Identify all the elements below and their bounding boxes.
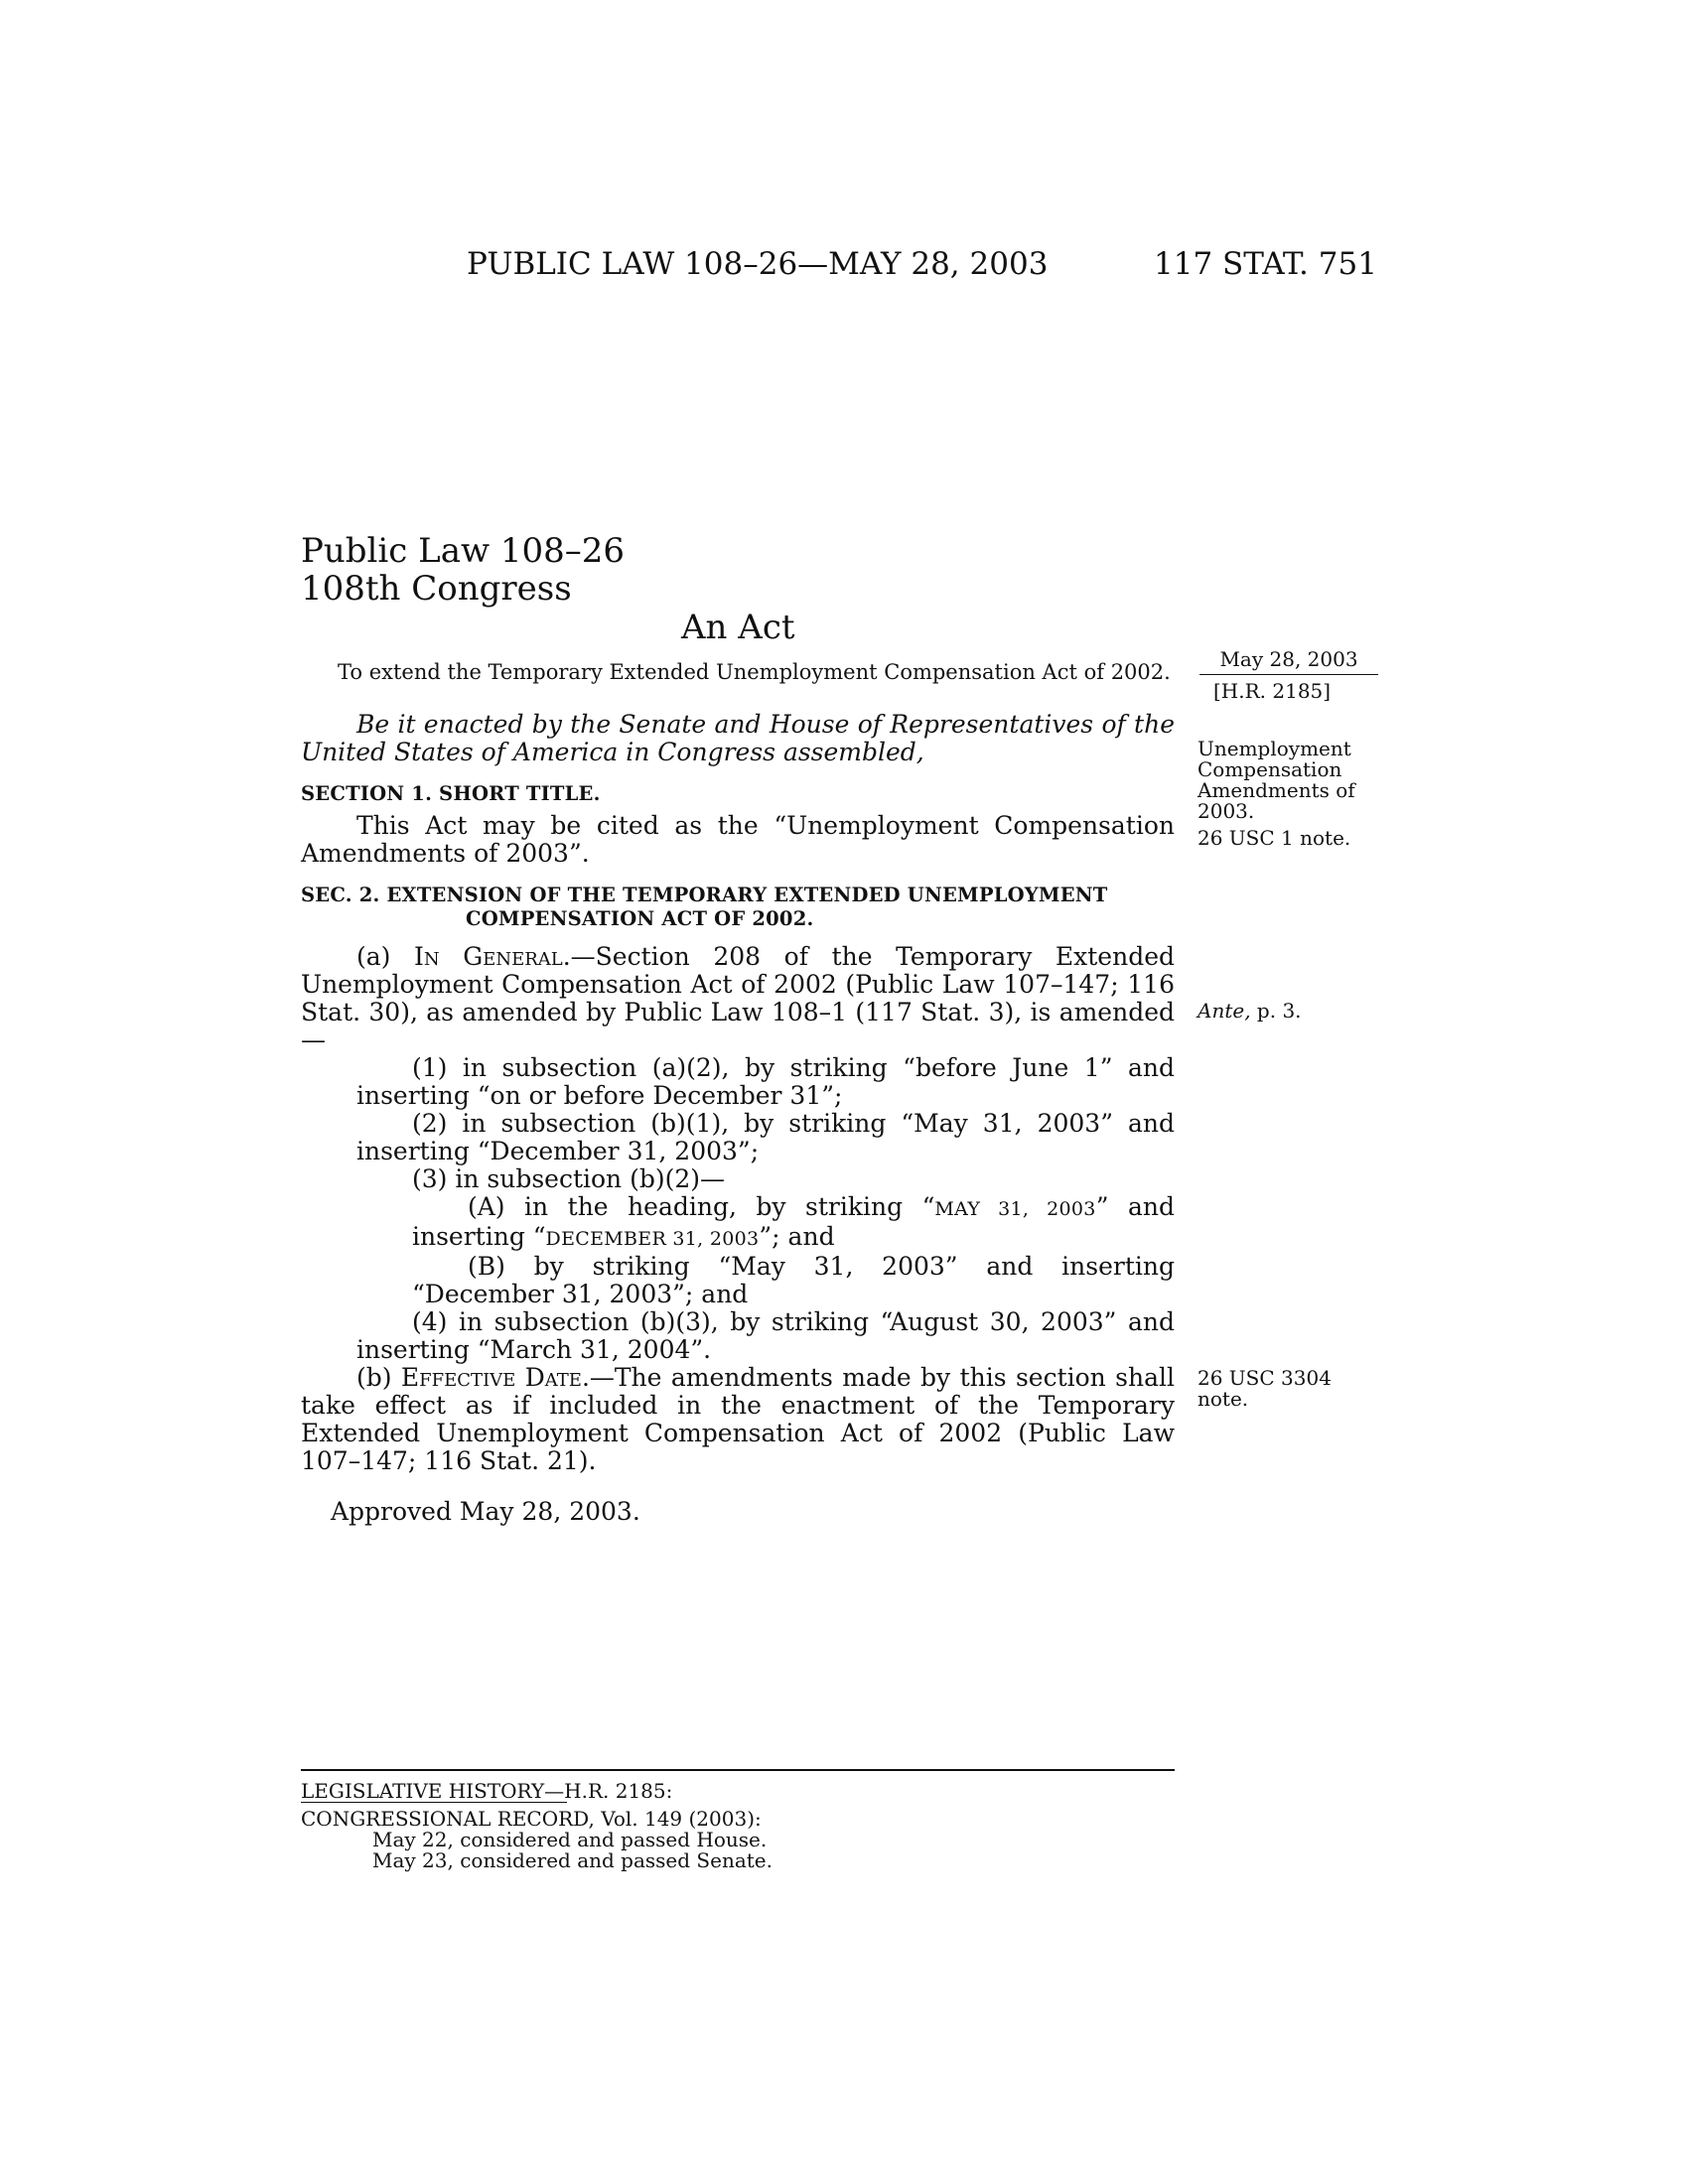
public-law-number: Public Law 108–26 xyxy=(301,531,626,571)
margin-ante-italic: Ante, xyxy=(1197,999,1251,1023)
section-2-heading-line2: COMPENSATION ACT OF 2002. xyxy=(466,907,814,930)
approval-statement: Approved May 28, 2003. xyxy=(331,1497,640,1526)
subsection-b xyxy=(301,1364,1175,1475)
subparagraph-a-smallcaps-2: DECEMBER 31, 2003 xyxy=(545,1228,760,1250)
subparagraph-a xyxy=(301,1193,1175,1253)
section-2-heading xyxy=(301,884,1175,931)
margin-bill-number: [H.R. 2185] xyxy=(1213,679,1332,703)
enacting-clause-text: Be it enacted by the Senate and House of Representatives of the United States of America in Congress assembled, xyxy=(301,710,1175,766)
paragraph-1: (1) in subsection (a)(2), by striking “before June 1” and inserting “on or before December 31”; xyxy=(356,1053,1175,1110)
section-1-text: This Act may be cited as the “Unemployment Compensation Amendments of 2003”. xyxy=(301,811,1175,868)
subparagraph-a-text-2: ” and inserting “ xyxy=(412,1192,1175,1251)
subsection-b-caption: Effective Date xyxy=(400,1363,582,1392)
act-purpose: To extend the Temporary Extended Unemployment Compensation Act of 2002. xyxy=(338,660,1171,684)
margin-ante-note xyxy=(1197,1001,1302,1022)
paragraph-3: (3) in subsection (b)(2)— xyxy=(412,1164,726,1193)
legislative-history-title: LEGISLATIVE HISTORY—H.R. 2185: xyxy=(301,1779,673,1803)
margin-usc-note: 26 USC 1 note. xyxy=(1197,826,1351,850)
subsection-a-text: .—Section 208 of the Temporary Extended Unemployment Compensation Act of 2002 (Public Law 107–147; 116 Stat. 30), as amended by Public Law 108–1 (117 Stat. 3), is amended— xyxy=(301,942,1175,1054)
margin-date: May 28, 2003 xyxy=(1219,647,1358,671)
an-act-heading: An Act xyxy=(681,608,795,647)
running-head-citation: PUBLIC LAW 108–26—MAY 28, 2003 xyxy=(467,246,1049,282)
legislative-history-rule xyxy=(301,1769,1175,1771)
subsection-a xyxy=(301,943,1175,1054)
congressional-record: CONGRESSIONAL RECORD, Vol. 149 (2003): xyxy=(301,1807,762,1831)
margin-date-rule xyxy=(1199,674,1378,675)
section-2-heading-line1: SEC. 2. EXTENSION OF THE TEMPORARY EXTENDED UNEMPLOYMENT xyxy=(301,884,1108,906)
legislative-history-house: May 22, considered and passed House. xyxy=(372,1828,768,1851)
paragraph-2: (2) in subsection (b)(1), by striking “May 31, 2003” and inserting “December 31, 2003”; xyxy=(356,1109,1175,1165)
legislative-history-title-underline xyxy=(301,1802,567,1803)
subsection-a-label: (a) xyxy=(356,942,414,971)
subparagraph-a-text-3: ”; and xyxy=(759,1222,835,1251)
section-1-heading: SECTION 1. SHORT TITLE. xyxy=(301,782,601,805)
congress-number: 108th Congress xyxy=(301,569,572,609)
subsection-b-label: (b) xyxy=(356,1363,401,1392)
paragraph-4: (4) in subsection (b)(3), by striking “August 30, 2003” and inserting “March 31, 2004”. xyxy=(356,1307,1175,1364)
subsection-b-text: .—The amendments made by this section shall take effect as if included in the enactment of the Temporary Extended Unemployment Compensation Act of 2002 (Public Law 107–147; 116 Stat. 21). xyxy=(301,1363,1176,1475)
enacting-clause xyxy=(301,711,1175,766)
subparagraph-a-smallcaps-1: MAY 31, 2003 xyxy=(934,1198,1096,1220)
margin-short-title-note: Unemployment Compensation Amendments of 2003. xyxy=(1197,737,1355,823)
running-head-stat-page: 117 STAT. 751 xyxy=(1154,246,1377,282)
section-2-body xyxy=(301,943,1175,1475)
margin-usc-3304-note: 26 USC 3304 note. xyxy=(1197,1366,1332,1411)
margin-ante-page: p. 3. xyxy=(1250,999,1302,1023)
subparagraph-a-text-1: (A) in the heading, by striking “ xyxy=(468,1192,935,1221)
legislative-history-senate: May 23, considered and passed Senate. xyxy=(372,1848,773,1872)
subparagraph-b: (B) by striking “May 31, 2003” and inserting “December 31, 2003”; and xyxy=(412,1252,1175,1308)
subsection-a-caption: In General xyxy=(414,942,563,971)
